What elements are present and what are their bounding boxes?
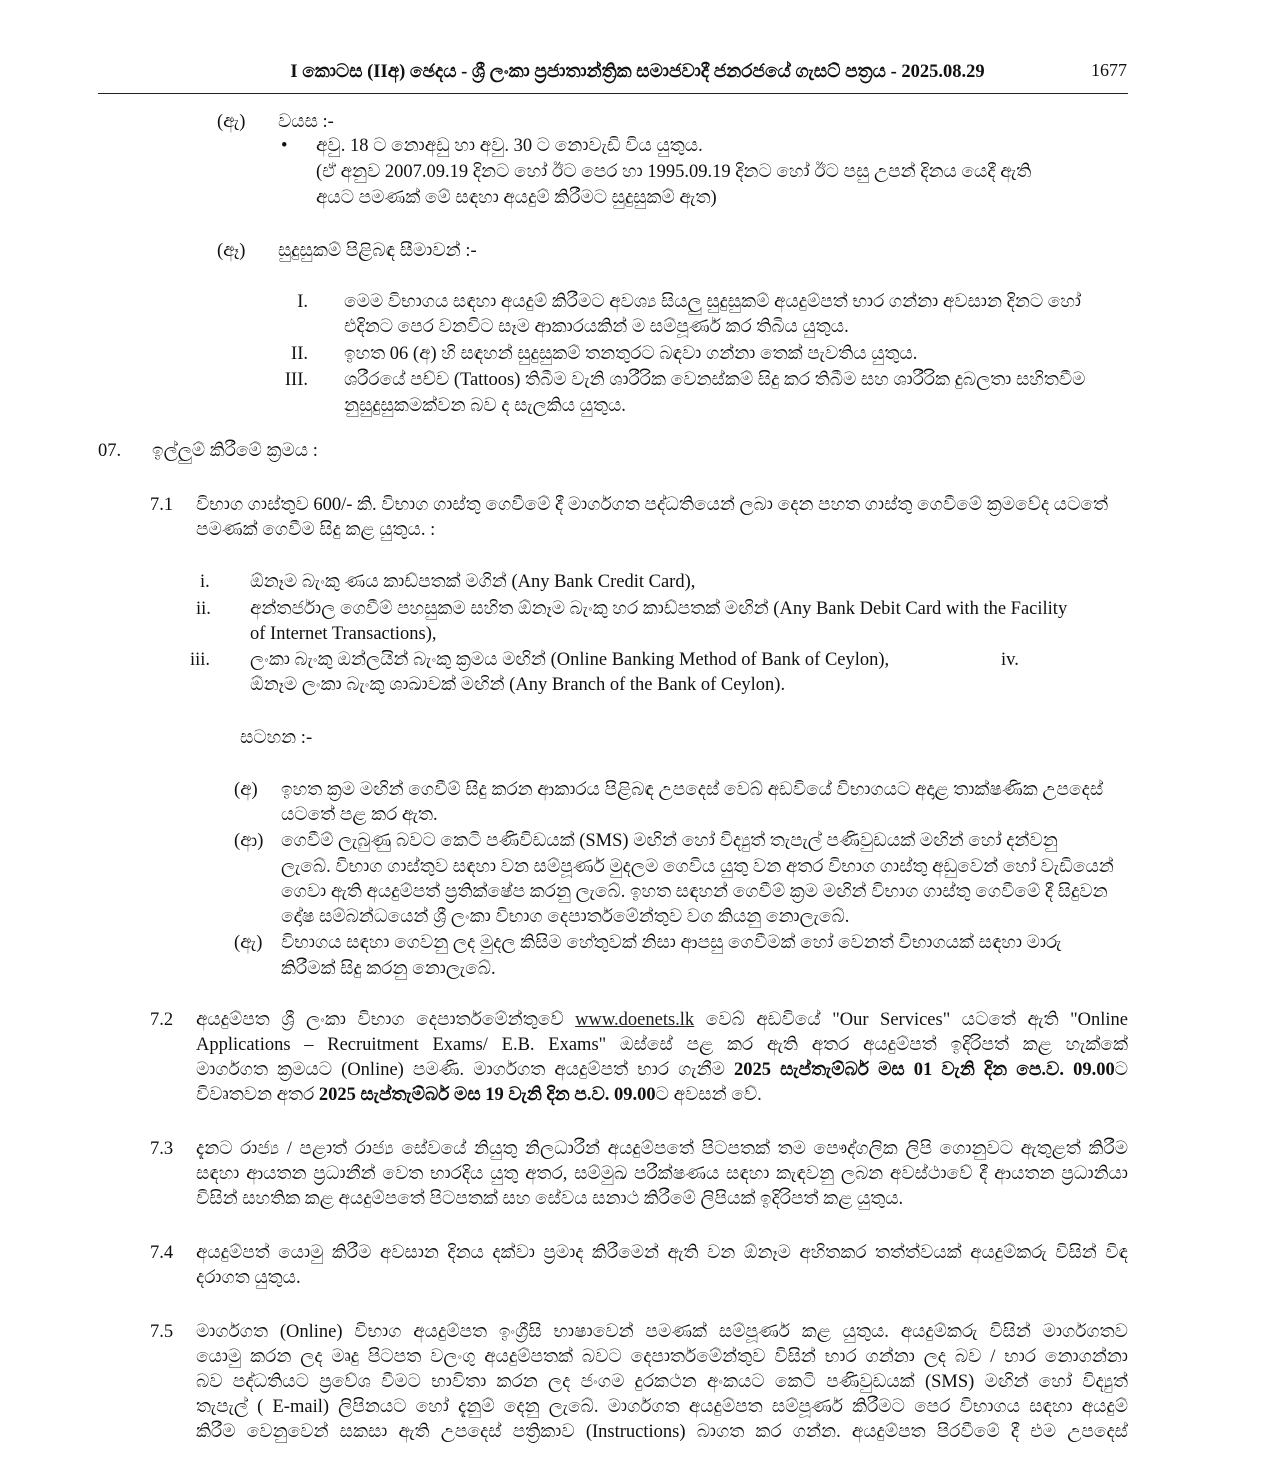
limit-item-text: ශරීරයේ පච්ච (Tattoos) තිබීම වැනි ශාරීරික වෙනස්කම් සිදු කර තිබීම සහ ශාරීරික දුබලතා සහිතවීම [344,370,1086,390]
note-text: ගෙවීම් ලැබුණු බවට කෙටි පණිවිඩයක් (SMS) මඟින් හෝ විද්‍යුත් තැපැල් පණිවුඩයක් මඟින් හෝ දන්වනු [281,831,1058,851]
age-note-line1: (ඒ අනුව 2007.09.19 දිනට හෝ ඊට පෙර හා 1995.09.19 දිනට හෝ ඊට පසු උපන් දිනය යෙදී ඇති [316,162,1032,182]
method-number: iv. [1001,650,1019,670]
clause-number: 7.3 [150,1139,174,1159]
clause-7-2-line2: Applications – Recruitment Exams/ E.B. Exams" ඔස්සේ පළ කර ඇති අතර අයදුම්පත් ඉදිරිපත් කළ හැක්කේ [196,1035,1128,1055]
method-number: iii. [190,650,211,670]
clause-7-1-line2: පමණක් ගෙවීම සිදු කළ යුතුය. : [196,520,436,540]
clause-7-2-text: අයදුම්පත ශ්‍රී ලංකා විභාග දෙපාර්තමේන්තුවේ [196,1010,564,1030]
clause-7-2-text: ට [1114,1060,1129,1080]
clause-7-2-line4 [196,1083,762,1109]
method-text: අන්තර්ජාල ගෙවීම් පහසුකම සහිත ඕනෑම බැංකු හර කාඩ්පතක් මඟින් (Any Bank Debit Card with the Facility [250,599,1068,619]
application-close-date: 2025 සැප්තැම්බර් මස 19 වැනි දින ප.ව. 09.00 [318,1085,656,1105]
limit-item-number: II. [291,344,308,364]
clause-7-2-text: විවෘතවන අතර [196,1085,315,1105]
clause-7-2-text: ට අවසන් වේ. [655,1085,762,1105]
application-open-date: 2025 සැප්තැම්බර් මස 01 වැනි දින පෙ.ව. 09.00 [734,1060,1115,1080]
clause-number: 7.4 [150,1243,174,1263]
clause-7-5-text: තැපැල් ( E-mail) ලිපිනයට හෝ දැනුම් දෙනු ලැබේ. මාර්ගගත අයදුම්පත සම්පූර්ණ කිරීමට පෙර විභාගය සඳහා අයදුම් [196,1397,1128,1417]
clause-7-1-line1: විභාග ගාස්තුව 600/- කි. විභාග ගාස්තු ගෙවීමේ දී මාර්ගගත පද්ධතියෙන් ලබා දෙන පහත ගාස්තු ගෙවීමේ ක්‍රමවේද යටතේ [196,495,1108,515]
limits-heading: සුදුසුකම් පිළිබඳ සීමාවන් :- [278,241,477,261]
limits-marker: (ඈ) [217,241,246,261]
limit-item-text: ඉහත 06 (අ) හි සඳහන් සුදුසුකම් තනතුරට බඳවා ගන්නා තෙක් පැවතිය යුතුය. [344,344,918,364]
method-text: ඕනෑම බැංකු ණය කාඩ්පතක් මගින් (Any Bank Credit Card), [250,572,696,592]
method-number: ii. [196,599,211,619]
clause-7-2-line1 [196,1008,1128,1034]
clause-number: 7.5 [150,1322,174,1342]
clause-number: 7.2 [150,1010,174,1030]
clause-7-2-line3 [196,1058,1128,1084]
limit-item-number: I. [297,292,308,312]
method-number: i. [200,572,210,592]
doenets-website-link[interactable]: www.doenets.lk [575,1010,695,1030]
note-text: ගෙවා ඇති අයදුම්පත් ප්‍රතික්ෂේප කරනු ලැබේ. ඉහත සඳහන් ගෙවීම් ක්‍රම මඟින් විභාග ගාස්තු ගෙවීමේ දී සිදුවන [281,882,1108,902]
clause-7-5-text: කිරීම වෙනුවෙන් සකසා ඇති උපදෙස් පත්‍රිකාව (Instructions) බාගත කර ගන්න. අයදුම්පත පිරවීමේ දී එම උපදෙස් [196,1422,1128,1442]
clause-7-3-text: දැනට රාජ්‍ය / පළාත් රාජ්‍ය සේවයේ නියුතු නිලධාරීන් අයදුම්පතේ පිටපතක් තම පෞද්ගලික ලිපි ගොනුවට ඇතුළත් කිරීම [196,1139,1128,1159]
method-text: ඕනෑම ලංකා බැංකු ශාඛාවක් මඟින් (Any Branch of the Bank of Ceylon). [250,675,786,695]
clause-7-2-text: වෙබ් අඩවියේ "Our Services" යටතේ ඇති "Online [705,1010,1129,1030]
method-text: of Internet Transactions), [250,624,437,644]
age-requirement: අවු. 18 ට නොඅඩු හා අවු. 30 ට නොවැඩි විය යුතුය. [316,136,703,156]
section-heading: ඉල්ලුම් කිරීමේ ක්‍රමය : [152,441,318,461]
note-marker: (ආ) [234,831,264,851]
note-heading: සටහන :- [240,728,313,748]
note-text: ඉහත ක්‍රම මඟින් ගෙවීම් සිදු කරන ආකාරය පිළිබඳ උපදෙස් වෙබ් අඩවියේ විභාගයට අදාළ තාක්ෂණික උපදෙස් [281,780,1104,800]
clause-7-4-text: අයදුම්පත් යොමු කිරීම අවසාන දිනය දක්වා ප්‍රමාද කිරීමෙන් ඇති වන ඕනෑම අහිතකර තත්ත්වයක් අයදුම්කරු විසින් විඳ [196,1243,1128,1263]
clause-7-5-text: මාර්ගගත (Online) විභාග අයදුම්පත ඉංග්‍රීසි භාෂාවෙන් පමණක් සම්පූර්ණ කළ යුතුය. අයදුම්කරු විසින් මාර්ගගතව [196,1322,1128,1342]
clause-7-3-text: විසින් සහතික කළ අයදුම්පතේ පිටපතක් සහ සේවය සනාථ කිරීමේ ලිපියක් ඉදිරිපත් කළ යුතුය. [196,1189,904,1209]
note-marker: (අ) [234,780,258,800]
age-marker: (ඇ) [217,112,246,132]
page-number: 1677 [1091,60,1127,80]
limit-item-text: එදිනට පෙර වනවිට සෑම ආකාරයකින් ම සම්පූර්ණ කර තිබිය යුතුය. [344,317,849,337]
gazette-header-title: I කොටස (IIඅ) ඡෙදය - ශ්‍රී ලංකා ප්‍රජාතාන්ත්‍රික සමාජවාදී ජනරජයේ ගැසට් පත්‍රය - 2025.08.29 [290,62,985,82]
age-heading: වයස :- [278,112,334,132]
bullet-symbol: • [281,136,288,156]
note-text: විභාගය සඳහා ගෙවනු ලද මුදල කිසිම හේතුවක් නිසා ආපසු ගෙවීමක් හෝ වෙනත් විභාගයක් සඳහා මාරු [281,933,1062,953]
note-text: දෝෂ සම්බන්ධයෙන් ශ්‍රී ලංකා විභාග දෙපාර්තමේන්තුව වග කියනු නොලැබේ. [281,907,850,927]
header-divider [98,93,1128,94]
clause-7-3-text: සඳහා ආයතන ප්‍රධානීන් වෙත භාරදිය යුතු අතර, සම්මුඛ පරීක්ෂණය සඳහා කැඳවනු ලබන අවස්ථාවේ දී ආයතන ප්‍රධානියා [196,1164,1128,1184]
clause-7-4-text: දරාගත යුතුය. [196,1268,301,1288]
clause-7-5-text: යොමු කරන ලද මෘදු පිටපත වලංගු අයදුම්පතක් බවට දෙපාර්තමේන්තුව විසින් භාර ගන්නා ලද බව / භාර නොගන්නා [196,1347,1128,1367]
limit-item-number: III. [284,370,308,390]
method-text: ලංකා බැංකු ඔන්ලයින් බැංකු ක්‍රමය මඟින් (Online Banking Method of Bank of Ceylon), [250,650,890,670]
limit-item-text: නුසුදුසුකමක්වන බව ද සැලකිය යුතුය. [344,396,626,416]
clause-7-2-text: මාර්ගගත ක්‍රමයට (Online) පමණි. මාර්ගගත අයදුම්පත් භාර ගැනීම [196,1060,725,1080]
limit-item-text: මෙම විභාගය සඳහා අයදුම් කිරීමට අවශ්‍ය සියලු සුදුසුකම් අයදුම්පත් භාර ගන්නා අවසාන දිනට හෝ [344,292,1082,312]
note-text: කිරීමක් සිදු කරනු නොලැබේ. [281,959,496,979]
note-marker: (ඇ) [234,933,263,953]
note-text: ලැබේ. විභාග ගාස්තුව සඳහා වන සම්පූර්ණ මුදලම ගෙවිය යුතු වන අතර විභාග ගාස්තු අඩුවෙන් හෝ වැඩියෙන් [281,857,1114,877]
section-number: 07. [98,441,122,461]
clause-number: 7.1 [150,495,174,515]
clause-7-5-text: බව පද්ධතියට ප්‍රවේශ වීමට භාවිතා කරන ලද ජංගම දුරකථන අංකයට කෙටි පණිවුඩයක් (SMS) මඟින් හෝ විද්‍යුත් [196,1372,1128,1392]
age-note-line2: අයට පමණක් මේ සඳහා අයදුම් කිරීමට සුදුසුකම් ඇත) [316,188,717,208]
note-text: යටතේ පළ කර ඇත. [281,805,438,825]
